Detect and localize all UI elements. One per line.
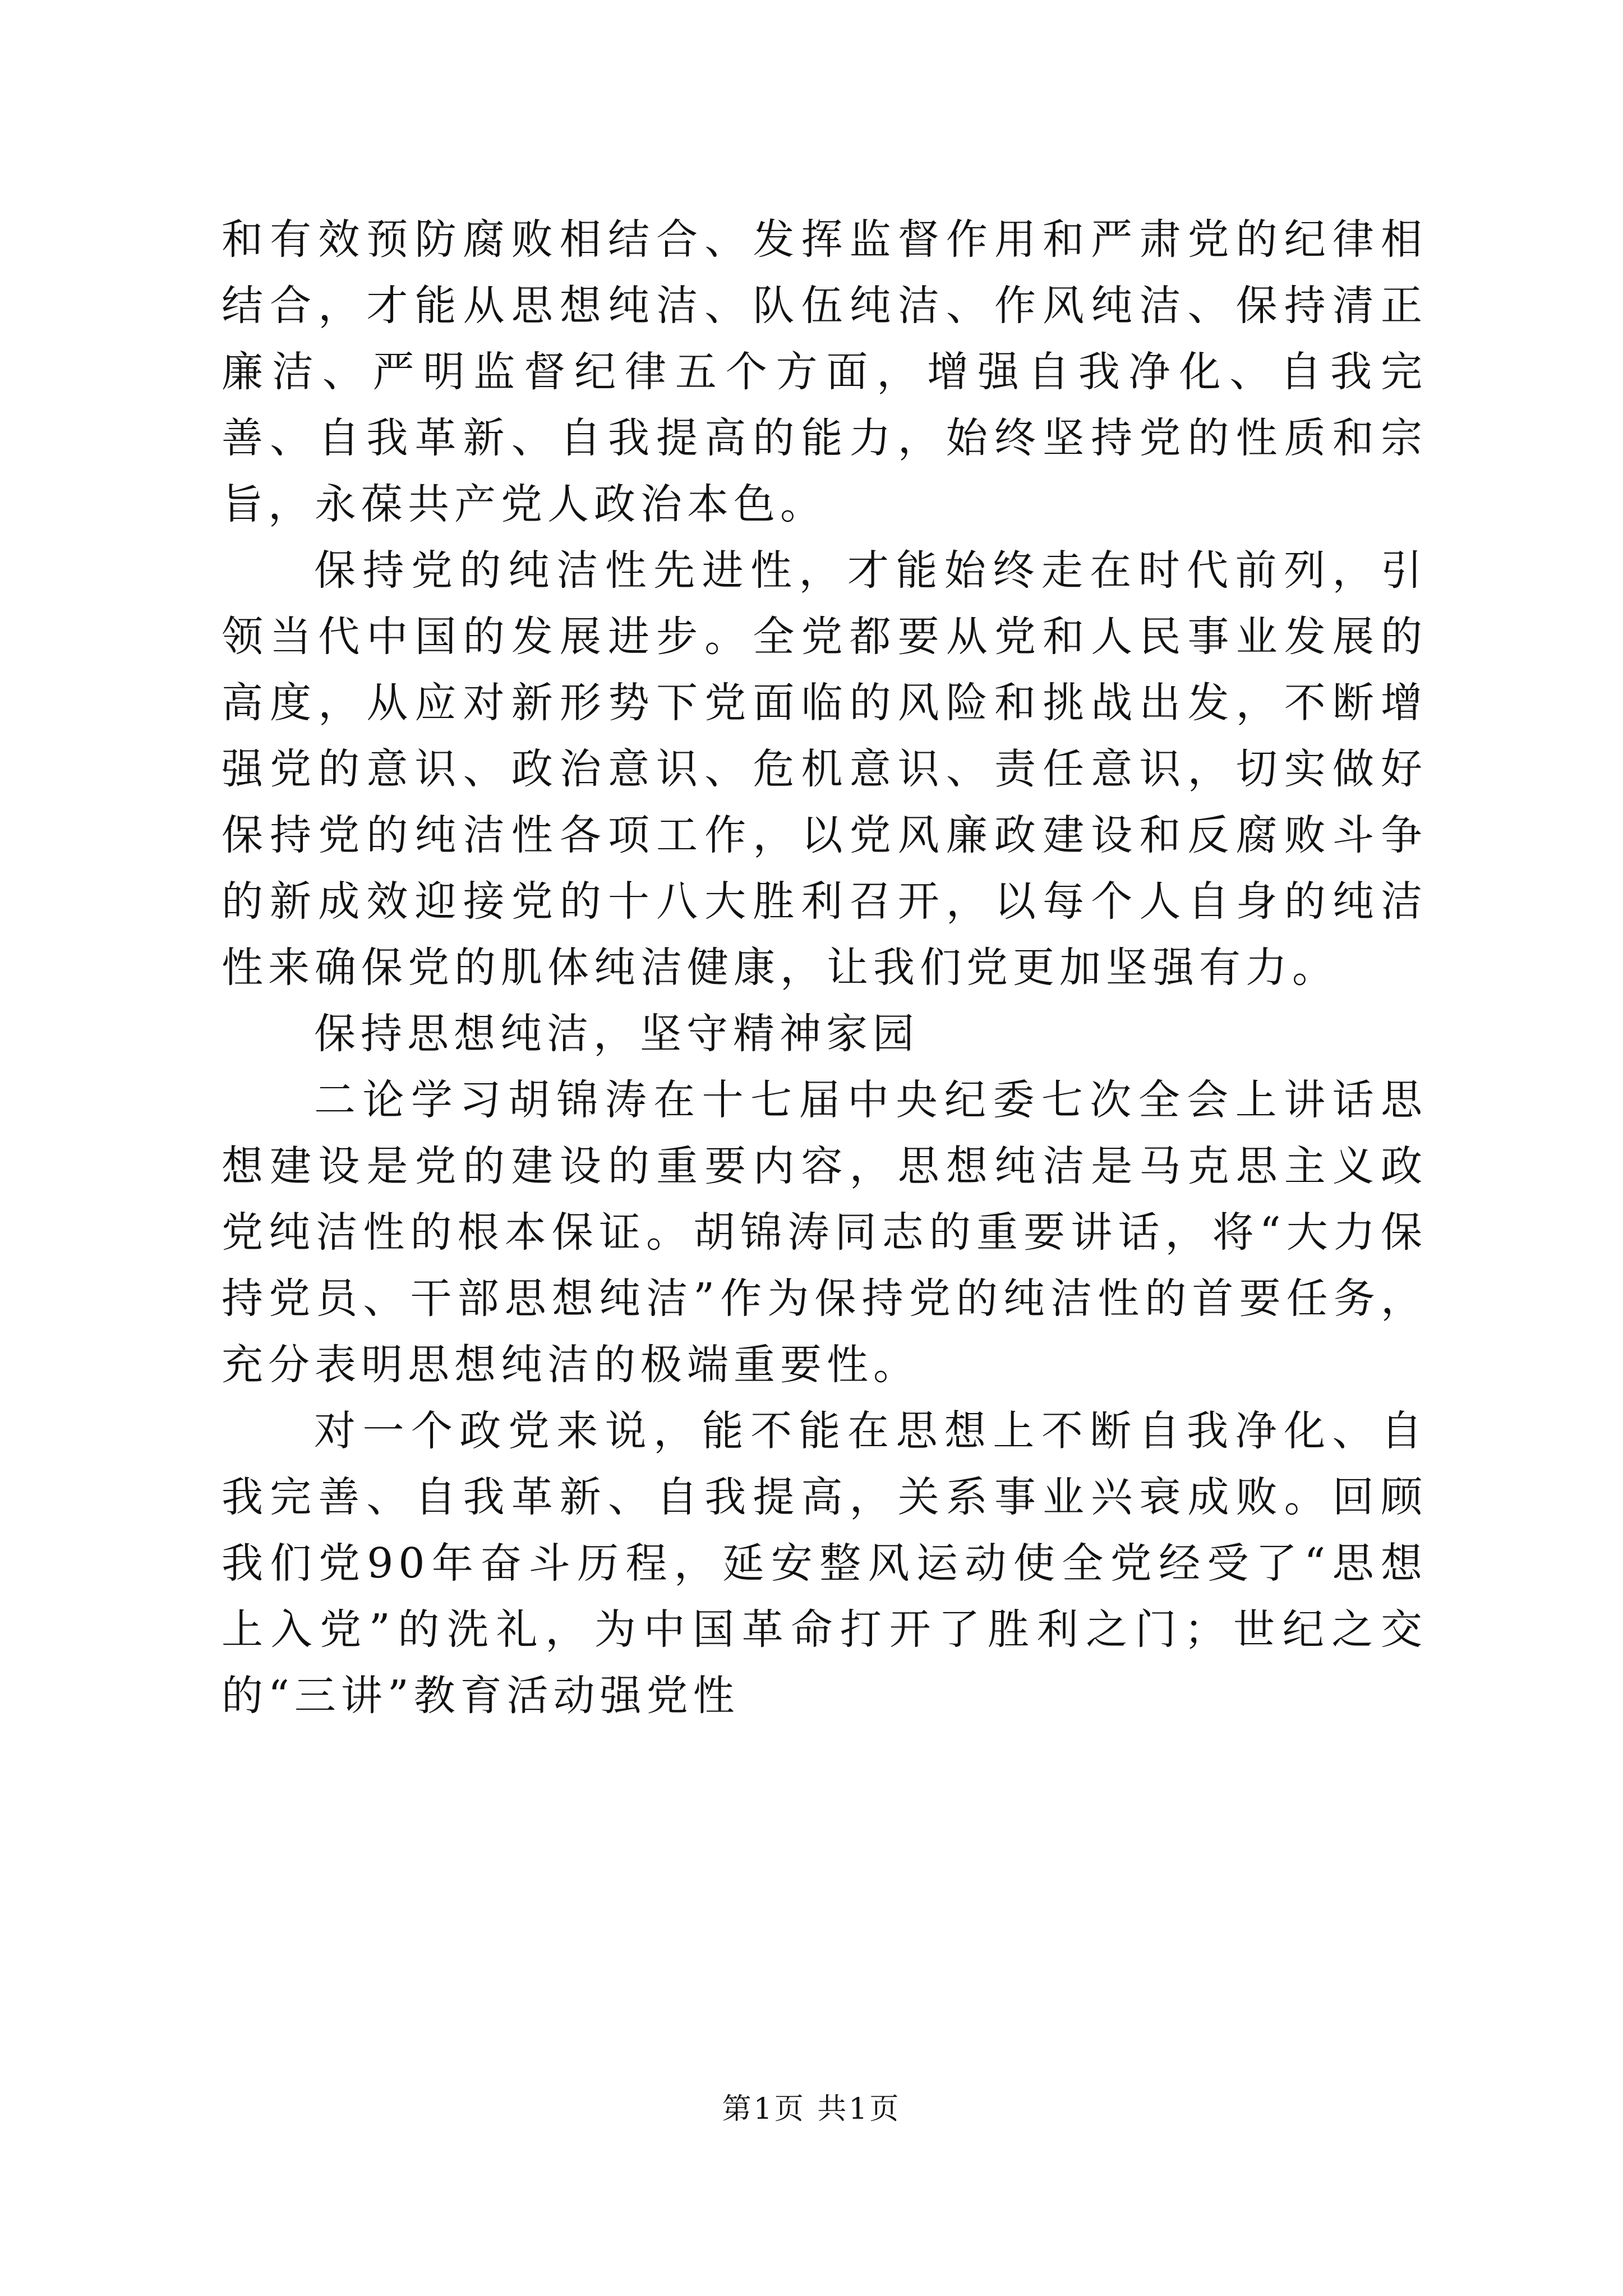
paragraph-4: 对一个政党来说，能不能在思想上不断自我净化、自我完善、自我革新、自我提高，关系事业兴衰成败。回顾我们党90年奋斗历程，延安整风运动使全党经受了“思想上入党”的洗礼，为中国革命打开了胜利之门；世纪之交的“三讲”教育活动强党性 [222,1407,1427,1720]
paragraph-1: 和有效预防腐败相结合、发挥监督作用和严肃党的纪律相结合，才能从思想纯洁、队伍纯洁、作风纯洁、保持清正廉洁、严明监督纪律五个方面，增强自我净化、自我完善、自我革新、自我提高的能力，始终坚持党的性质和宗旨，永葆共产党人政治本色。 [222,215,1427,528]
page-footer: 第1页 共1页 [722,2092,901,2126]
document-body [222,206,1427,1729]
paragraph-3: 二论学习胡锦涛在十七届中央纪委七次全会上讲话思想建设是党的建设的重要内容，思想纯洁是马克思主义政党纯洁性的根本保证。胡锦涛同志的重要讲话，将“大力保持党员、干部思想纯洁”作为保持党的纯洁性的首要任务，充分表明思想纯洁的极端重要性。 [222,1076,1427,1389]
section-heading: 保持思想纯洁，坚守精神家园 [314,1010,919,1058]
paragraph-2: 保持党的纯洁性先进性，才能始终走在时代前列，引领当代中国的发展进步。全党都要从党和人民事业发展的高度，从应对新形势下党面临的风险和挑战出发，不断增强党的意识、政治意识、危机意识、责任意识，切实做好保持党的纯洁性各项工作，以党风廉政建设和反腐败斗争的新成效迎接党的十八大胜利召开，以每个人自身的纯洁性来确保党的肌体纯洁健康，让我们党更加坚强有力。 [222,546,1427,992]
